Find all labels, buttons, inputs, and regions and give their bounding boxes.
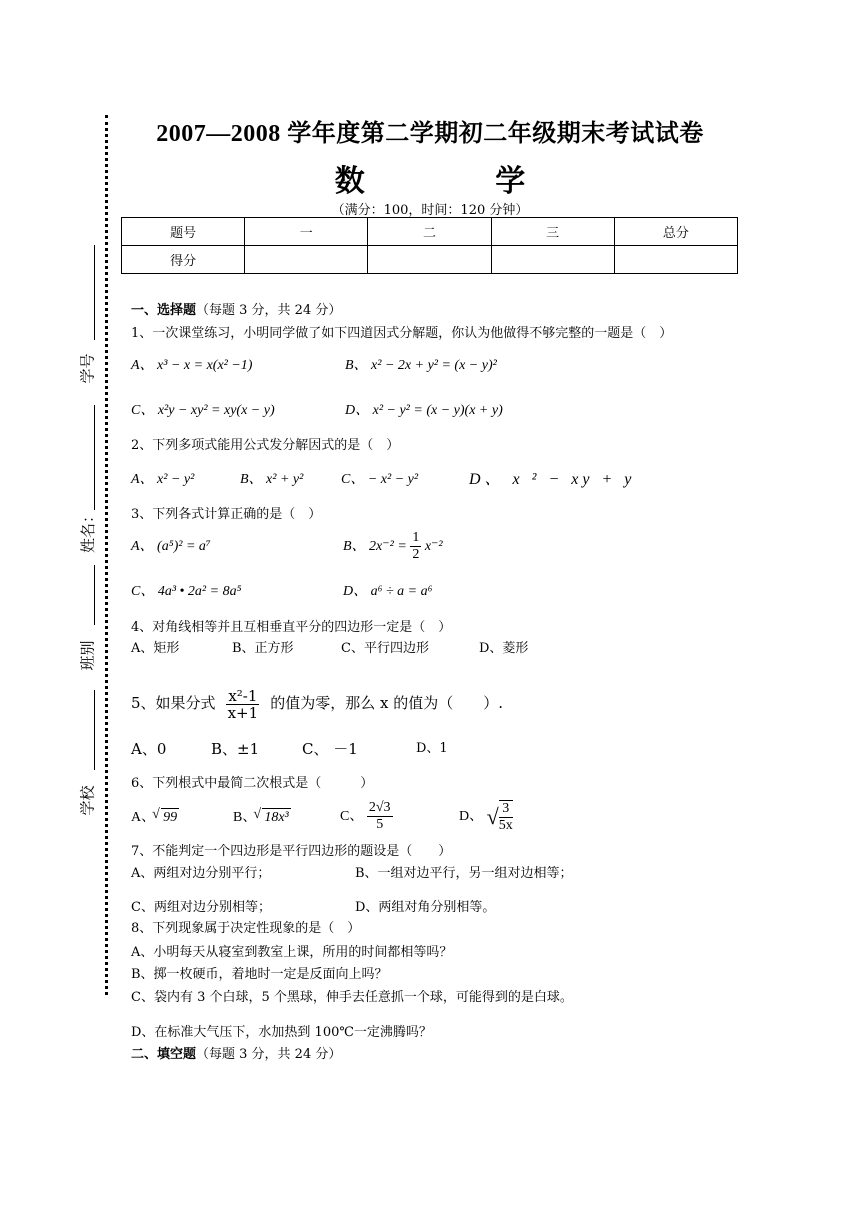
q3-b-suffix: x⁻²	[424, 539, 443, 554]
exam-note: （满分：100，时间：120 分钟）	[331, 203, 529, 218]
q7-option-c: C、两组对边分别相等；	[131, 900, 271, 915]
q2-option-d: D、 x ² − xy + y	[469, 471, 636, 488]
section2-heading	[131, 1046, 341, 1064]
q6-b-radical: √ 18x³	[262, 808, 290, 827]
q6-option-b	[233, 808, 291, 827]
q8-option-c: C、袋内有 3 个白球，5 个黑球，伸手去任意抓一个球，可能得到的是白球。	[131, 990, 573, 1005]
q6-b-label: B、	[233, 810, 257, 825]
q5-numerator: x²-1	[228, 686, 258, 705]
section1-heading	[131, 302, 341, 320]
score-input-cell[interactable]	[245, 246, 368, 274]
q1-option-d: D、 x² − y² = (x − y)(x + y)	[345, 403, 503, 418]
school-line	[94, 690, 95, 770]
score-cell: 二	[368, 218, 491, 246]
q2-stem: 2、下列多项式能用公式发分解因式的是（ ）	[131, 438, 400, 453]
q5-option-d: D、1	[416, 741, 448, 756]
score-input-cell[interactable]	[614, 246, 737, 274]
q7-option-b: B、一组对边平行，另一组对边相等；	[355, 866, 573, 881]
q7-option-d: D、两组对角分别相等。	[355, 900, 496, 915]
name-line	[94, 405, 95, 510]
q8-option-d: D、在标准大气压下，水加热到 100℃一定沸腾吗？	[131, 1025, 432, 1040]
q2-option-b: B、 x² + y²	[240, 472, 304, 487]
q5-denominator: x+1	[227, 703, 259, 722]
q6-d-numerator: 3	[499, 801, 513, 818]
q3-option-d: D、 a⁶ ÷ a = a⁶	[343, 584, 433, 599]
score-cell: 题号	[122, 218, 245, 246]
q3-option-a: A、 (a⁵)² = a⁷	[131, 539, 211, 554]
section2-title: 二、填空题	[131, 1047, 197, 1062]
score-cell: 一	[245, 218, 368, 246]
score-input-cell[interactable]	[368, 246, 491, 274]
score-table-header-row	[122, 218, 738, 246]
q5-option-c: C、 －1	[302, 740, 358, 758]
q3-stem: 3、下列各式计算正确的是（ ）	[131, 507, 322, 522]
q8-option-b: B、掷一枚硬币，着地时一定是反面向上吗？	[131, 967, 388, 982]
q6-c-numerator: 2√3	[368, 800, 391, 816]
student-id-line	[94, 245, 95, 340]
q6-c-denominator: 5	[376, 817, 384, 833]
q1-option-a: A、 x³ − x = x(x² −1)	[131, 358, 253, 373]
score-table	[121, 217, 738, 274]
q1-stem: 1、一次课堂练习，小明同学做了如下四道因式分解题，你认为他做得不够完整的一题是（ ）	[131, 326, 673, 341]
binding-dotted-line	[105, 115, 108, 995]
q8-stem: 8、下列现象属于决定性现象的是（ ）	[131, 921, 361, 936]
q6-d-radical-sign: √	[486, 804, 499, 829]
q2-option-c: C、 − x² − y²	[341, 472, 419, 487]
q5-stem	[131, 683, 503, 723]
q6-c-fraction	[367, 800, 393, 833]
q1-option-b: B、 x² − 2x + y² = (x − y)²	[345, 358, 497, 373]
q4-option-c: C、平行四边形	[341, 641, 429, 656]
score-cell: 总分	[614, 218, 737, 246]
class-label: 班别	[78, 640, 97, 671]
section1-note: （每题 3 分，共 24 分）	[196, 303, 342, 318]
name-label: 姓名：	[79, 507, 98, 554]
q3-b-denominator: 2	[412, 547, 420, 563]
score-input-cell[interactable]	[491, 246, 614, 274]
q7-option-a: A、两组对边分别平行；	[131, 866, 271, 881]
q6-a-radical: √ 99	[161, 808, 179, 827]
q3-b-numerator: 1	[412, 530, 420, 546]
q6-stem: 6、下列根式中最简二次根式是（ ）	[131, 776, 374, 791]
q6-option-a	[131, 808, 179, 827]
q6-a-label: A、	[131, 810, 156, 825]
q5-option-a: A、0	[131, 740, 167, 758]
score-cell: 三	[491, 218, 614, 246]
q6-d-label: D、	[459, 809, 484, 825]
q3-b-prefix: B、 2x⁻² =	[343, 539, 407, 554]
school-label: 学校	[78, 785, 97, 816]
q8-option-a: A、小明每天从寝室到教室上课，所用的时间都相等吗？	[131, 945, 453, 960]
q1-option-c: C、 x²y − xy² = xy(x − y)	[131, 403, 275, 418]
q6-option-d	[459, 797, 513, 837]
q6-d-denominator: 5x	[498, 818, 513, 833]
q4-stem: 4、对角线相等并且互相垂直平分的四边形一定是（ ）	[131, 620, 452, 635]
q3-b-fraction	[410, 530, 421, 563]
q2-option-a: A、 x² − y²	[131, 472, 195, 487]
score-cell: 得分	[122, 246, 245, 274]
q3-option-b	[343, 527, 443, 567]
section2-note: （每题 3 分，共 24 分）	[196, 1047, 342, 1062]
q7-stem: 7、不能判定一个四边形是平行四边形的题设是（ ）	[131, 844, 452, 859]
q4-option-d: D、菱形	[479, 641, 529, 656]
section1-title: 一、选择题	[131, 303, 197, 318]
q5-stem-suffix: 的值为零，那么 x 的值为（ ）.	[270, 694, 503, 712]
q5-fraction	[226, 688, 259, 721]
q5-option-b: B、±1	[211, 740, 260, 758]
score-table-score-row	[122, 246, 738, 274]
class-line	[94, 565, 95, 625]
q6-option-c	[340, 797, 393, 837]
student-id-label: 学号	[78, 353, 97, 384]
q6-d-fraction	[499, 800, 513, 834]
q5-stem-prefix: 5、如果分式	[131, 694, 216, 712]
exam-subject: 数 学	[334, 164, 586, 199]
q3-option-c: C、 4a³ • 2a² = 8a⁵	[131, 584, 242, 599]
exam-title: 2007—2008 学年度第二学期初二年级期末考试试卷	[156, 121, 704, 147]
q4-option-a: A、矩形	[131, 641, 180, 656]
q6-c-label: C、	[340, 809, 364, 824]
q4-option-b: B、正方形	[232, 641, 294, 656]
